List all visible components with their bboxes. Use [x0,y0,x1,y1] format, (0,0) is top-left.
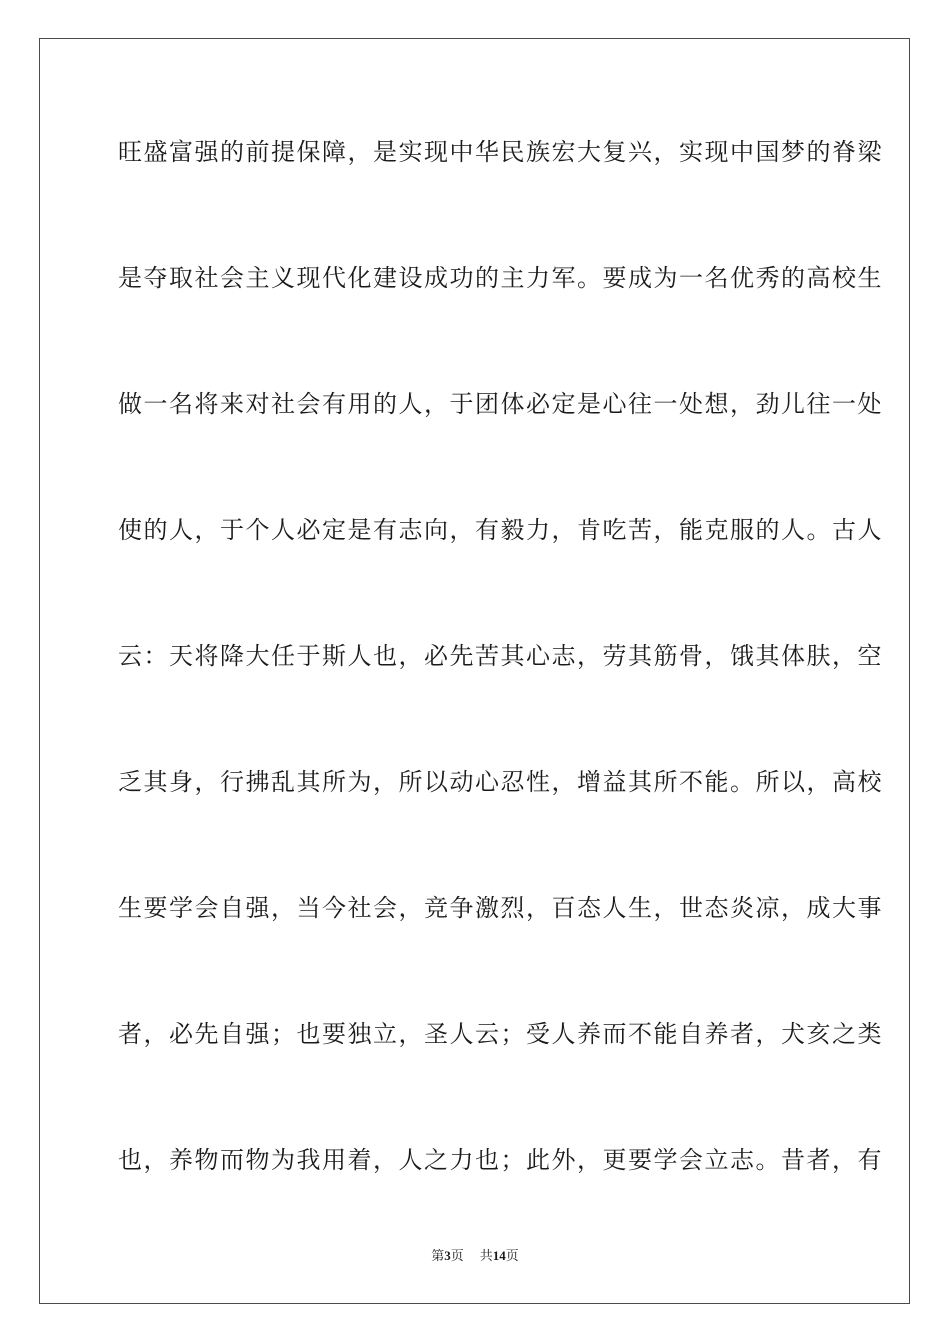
total-pages: 14 [492,1248,506,1263]
page-number: 3 [444,1248,451,1263]
text-line: 也，养物而物为我用着，人之力也；此外，更要学会立志。昔者，有 [118,1146,883,1174]
text-line: 做一名将来对社会有用的人，于团体必定是心往一处想，劲儿往一处 [118,390,883,418]
total-prefix: 共 [479,1248,493,1263]
text-line: 者，必先自强；也要独立，圣人云；受人养而不能自养者，犬亥之类 [118,1020,883,1048]
text-line: 云：天将降大任于斯人也，必先苦其心志，劳其筋骨，饿其体肤，空 [118,642,883,670]
document-body [118,132,883,1266]
total-suffix: 页 [505,1248,519,1263]
page-prefix: 第 [431,1248,445,1263]
page-suffix: 页 [450,1248,464,1263]
text-line: 使的人，于个人必定是有志向，有毅力，肯吃苦，能克服的人。古人 [118,516,883,544]
text-line: 乏其身，行拂乱其所为，所以动心忍性，增益其所不能。所以，高校 [118,768,883,796]
text-line: 是夺取社会主义现代化建设成功的主力军。要成为一名优秀的高校生 [118,264,883,292]
page-footer [0,1247,950,1265]
text-line: 生要学会自强，当今社会，竞争激烈，百态人生，世态炎凉，成大事 [118,894,883,922]
text-line: 旺盛富强的前提保障，是实现中华民族宏大复兴，实现中国梦的脊梁 [118,138,883,166]
